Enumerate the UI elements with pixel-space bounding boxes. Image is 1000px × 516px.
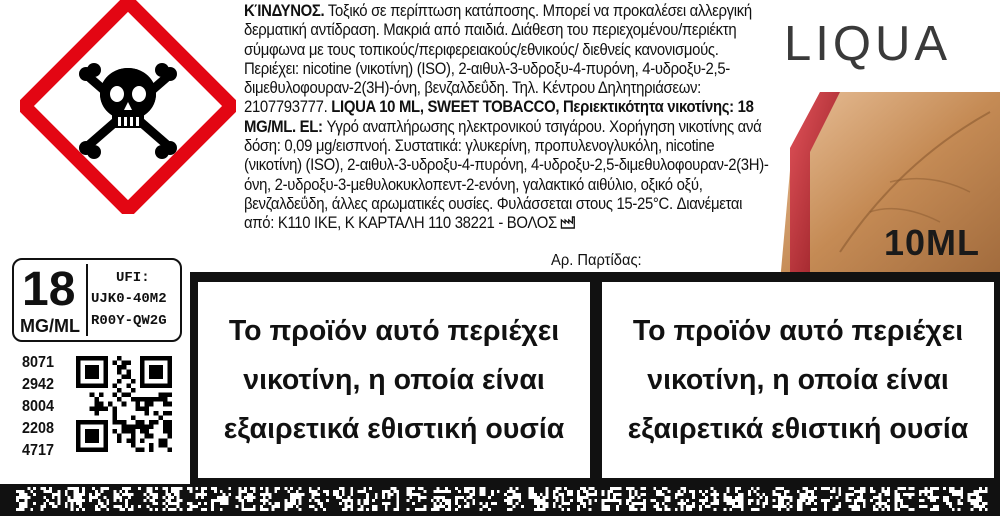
nicotine-strength-value: 18 — [22, 263, 76, 316]
ean-line: 8004 — [22, 398, 55, 415]
warning-heading: ΚΊΝΔΥΝΟΣ. — [244, 2, 325, 20]
product-description: LIQUA 10 ML, SWEET TOBACCO, Περιεκτικότητα νικοτίνης: 18 MG/ML. EL: — [244, 98, 754, 136]
warning-body-1: Τοξικό σε περίπτωση κατάποσης. Μπορεί να προκαλέσει αλλεργική δερματική αντίδραση. Μακριά από παιδιά. Διάθεση του περιεχομένου/περιέκτη σύμφωνα με τους τοπικούς/περιφερειακούς/εθνικούς/ διεθνείς κανονισμούς. Περιέχει: nicotine (νικοτίνη) (ISO), 2-αιθυλ-3-υδροξυ-4-πυρόνη, 4-υδροξυ-2,5-διμεθυλοφουραν-2(3H)-όνη, βενζαλδεΰδη. Τηλ. Κέντρου Δηλητηριάσεων: 2107793777. — [244, 2, 752, 117]
warning-text — [244, 2, 774, 234]
ufi-code-line-2: R00Y-QW2G — [91, 313, 167, 329]
ean-number — [22, 352, 54, 462]
skull-crossbones-icon — [20, 0, 236, 214]
datamatrix-code-pattern — [16, 487, 992, 511]
warning-body-2: Υγρό αναπλήρωσης ηλεκτρονικού τσιγάρου. Χορήγηση νικοτίνης ανά δόση: 0,09 μg/εισπνοή. Συστατικά: γλυκερίνη, προπυλενογλυκόλη, nicotine (νικοτίνη) (ISO), 2-αιθυλ-3-υδροξυ-4-πυρόνη, 4-υδροξυ-2,5-διμεθυλοφουραν-2(3H)-όνη, 2-υδροξυ-3-μεθυλοκυκλοπεντ-2-ενόνη, γαλακτικό αιθύλιο, οξικό οξύ, βενζαλδεΰδη, άλλες αρωματικές ουσίες. Φυλάσσεται στους 15-25°C. Διανέμεται από: K110 IKE, K ΚΑΡΤΑΛΗ 110 38221 - ΒΟΛΟΣ — [244, 117, 769, 233]
ean-line: 8071 — [22, 354, 55, 371]
health-warning-panel — [198, 282, 590, 478]
health-warning-text: Το προϊόν αυτό περιέχει νικοτίνη, η οποία είναι εξαιρετικά εθιστική ουσία — [223, 314, 565, 445]
batch-label: Αρ. Παρτίδας: — [551, 252, 642, 269]
ean-line: 2208 — [22, 420, 55, 437]
volume-label: 10ML — [884, 222, 981, 263]
ean-line: 4717 — [22, 442, 55, 459]
strength-divider — [86, 264, 88, 336]
ean-line: 2942 — [22, 376, 55, 393]
ufi-label: UFI: — [116, 270, 150, 286]
factory-icon — [561, 216, 576, 229]
brand-logo: LIQUA — [784, 17, 952, 71]
ufi-code-line-1: UJK0-40M2 — [91, 291, 167, 307]
nicotine-strength-unit: MG/ML — [20, 316, 80, 336]
health-warning-text: Το προϊόν αυτό περιέχει νικοτίνη, η οποία είναι εξαιρετικά εθιστική ουσία — [627, 314, 969, 445]
qr-code-icon — [76, 356, 172, 452]
health-warning-panel — [602, 282, 994, 478]
